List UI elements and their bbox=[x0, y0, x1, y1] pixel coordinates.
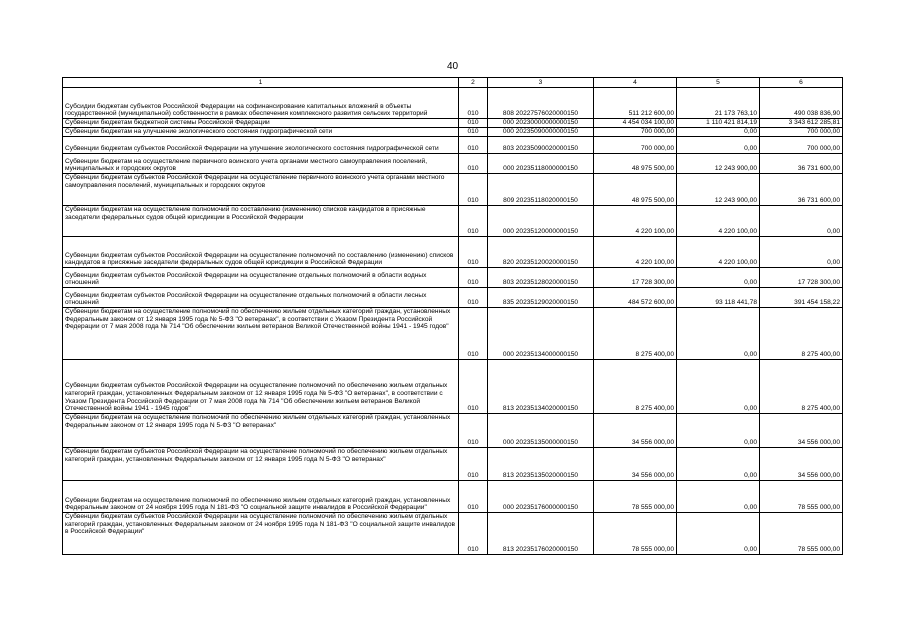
table-row bbox=[63, 360, 843, 414]
row-col5-value: 0,00 bbox=[677, 360, 760, 414]
row-col6-value: 34 556 000,00 bbox=[760, 414, 843, 448]
row-budget-code: 808 20227576020000150 bbox=[488, 88, 594, 119]
row-col6-value: 700 000,00 bbox=[760, 137, 843, 154]
row-col4-value: 17 728 300,00 bbox=[594, 268, 677, 288]
table-row bbox=[63, 206, 843, 237]
row-col4-value: 78 555 000,00 bbox=[594, 481, 677, 513]
table-row bbox=[63, 128, 843, 137]
row-col6-value: 490 038 836,90 bbox=[760, 88, 843, 119]
row-name: Субвенции бюджетам на осуществление полномочий по обеспечению жильем отдельных категорий граждан, установленных Федеральным законом от 12 января 1995 года N 5-ФЗ "О ветеранах" bbox=[63, 414, 459, 448]
row-col6-value: 36 731 600,00 bbox=[760, 154, 843, 174]
row-col4-value: 48 975 500,00 bbox=[594, 154, 677, 174]
row-col6-value: 78 555 000,00 bbox=[760, 513, 843, 555]
row-col4-value: 700 000,00 bbox=[594, 137, 677, 154]
row-budget-code: 803 20235128020000150 bbox=[488, 268, 594, 288]
row-col4-value: 34 556 000,00 bbox=[594, 448, 677, 481]
row-col4-value: 78 555 000,00 bbox=[594, 513, 677, 555]
column-header: 1 bbox=[63, 78, 459, 88]
row-col6-value: 0,00 bbox=[760, 237, 843, 268]
row-name: Субвенции бюджетам на улучшение экологического состояния гидрографической сети bbox=[63, 128, 459, 137]
row-col6-value: 391 454 158,22 bbox=[760, 288, 843, 308]
row-name: Субвенции бюджетам субъектов Российской Федерации на осуществление первичного воинского учета органами местного самоуправления поселений, муниципальных и городских округов bbox=[63, 174, 459, 206]
row-name: Субвенции бюджетам субъектов Российской Федерации на осуществление полномочий по обеспечению жильем отдельных категорий граждан, установленных Федеральным законом от 24 ноября 1995 года N 181-ФЗ "О социальной защите инвалидов в Российской Федерации" bbox=[63, 513, 459, 555]
row-admin-code: 010 bbox=[459, 513, 488, 555]
row-admin-code: 010 bbox=[459, 174, 488, 206]
column-header: 2 bbox=[459, 78, 488, 88]
row-col4-value: 484 572 600,00 bbox=[594, 288, 677, 308]
row-admin-code: 010 bbox=[459, 308, 488, 360]
row-col6-value: 36 731 600,00 bbox=[760, 174, 843, 206]
row-admin-code: 010 bbox=[459, 268, 488, 288]
row-budget-code: 000 20235134000000150 bbox=[488, 308, 594, 360]
row-col5-value: 0,00 bbox=[677, 137, 760, 154]
row-name: Субсидии бюджетам субъектов Российской Федерации на софинансирование капитальных вложений в объекты государственной (муниципальной) собственности в рамках обеспечения комплексного развития сельских территорий bbox=[63, 88, 459, 119]
row-col4-value: 4 220 100,00 bbox=[594, 237, 677, 268]
row-col5-value: 93 118 441,78 bbox=[677, 288, 760, 308]
row-admin-code: 010 bbox=[459, 128, 488, 137]
row-name: Субвенции бюджетам на осуществление полномочий по составлению (изменению) списков кандидатов в присяжные заседатели федеральных судов общей юрисдикции в Российской Федерации bbox=[63, 206, 459, 237]
row-col5-value: 0,00 bbox=[677, 128, 760, 137]
column-header: 6 bbox=[760, 78, 843, 88]
row-col6-value: 8 275 400,00 bbox=[760, 308, 843, 360]
row-budget-code: 813 20235134020000150 bbox=[488, 360, 594, 414]
row-col5-value: 0,00 bbox=[677, 513, 760, 555]
row-col5-value: 0,00 bbox=[677, 481, 760, 513]
row-name: Субвенции бюджетам субъектов Российской Федерации на осуществление отдельных полномочий в области лесных отношений bbox=[63, 288, 459, 308]
table-row bbox=[63, 513, 843, 555]
table-row bbox=[63, 88, 843, 119]
row-name: Субвенции бюджетам бюджетной системы Российской Федерации bbox=[63, 119, 459, 128]
row-col6-value: 0,00 bbox=[760, 206, 843, 237]
table-row bbox=[63, 288, 843, 308]
column-header: 3 bbox=[488, 78, 594, 88]
table-row bbox=[63, 137, 843, 154]
row-col6-value: 3 343 612 285,81 bbox=[760, 119, 843, 128]
row-col4-value: 8 275 400,00 bbox=[594, 308, 677, 360]
table-row bbox=[63, 119, 843, 128]
row-col5-value: 0,00 bbox=[677, 414, 760, 448]
row-col6-value: 78 555 000,00 bbox=[760, 481, 843, 513]
page-number: 40 bbox=[446, 61, 459, 72]
row-col5-value: 12 243 900,00 bbox=[677, 174, 760, 206]
row-admin-code: 010 bbox=[459, 237, 488, 268]
row-budget-code: 813 20235176020000150 bbox=[488, 513, 594, 555]
row-col4-value: 700 000,00 bbox=[594, 128, 677, 137]
row-col4-value: 8 275 400,00 bbox=[594, 360, 677, 414]
row-col4-value: 4 454 034 100,00 bbox=[594, 119, 677, 128]
row-admin-code: 010 bbox=[459, 414, 488, 448]
row-budget-code: 000 20235118000000150 bbox=[488, 154, 594, 174]
row-admin-code: 010 bbox=[459, 360, 488, 414]
row-name: Субвенции бюджетам на осуществление полномочий по обеспечению жильем отдельных категорий граждан, установленных Федеральным законом от 12 января 1995 года № 5-ФЗ "О ветеранах", в соответствии с Указом Президента Российской Федерации от 7 мая 2008 года № 714 "Об обеспечении жильем ветеранов Великой Отечественной войны 1941 - 1945 годов" bbox=[63, 308, 459, 360]
row-admin-code: 010 bbox=[459, 481, 488, 513]
row-col5-value: 0,00 bbox=[677, 448, 760, 481]
row-col5-value: 4 220 100,00 bbox=[677, 237, 760, 268]
header-row bbox=[63, 78, 843, 88]
row-name: Субвенции бюджетам на осуществление полномочий по обеспечению жильем отдельных категорий граждан, установленных Федеральным законом от 24 ноября 1995 года N 181-ФЗ "О социальной защите инвалидов в Российской Федерации" bbox=[63, 481, 459, 513]
row-name: Субвенции бюджетам субъектов Российской Федерации на осуществление полномочий по обеспечению жильем отдельных категорий граждан, установленных Федеральным законом от 12 января 1995 года № 5-ФЗ "О ветеранах", в соответствии с Указом Президента Российской Федерации от 7 мая 2008 года № 714 "Об обеспечении жильем ветеранов Великой Отечественной войны 1941 - 1945 годов" bbox=[63, 360, 459, 414]
table-row bbox=[63, 237, 843, 268]
row-budget-code: 000 20235090000000150 bbox=[488, 128, 594, 137]
table-row bbox=[63, 174, 843, 206]
row-col5-value: 0,00 bbox=[677, 308, 760, 360]
row-col4-value: 511 212 600,00 bbox=[594, 88, 677, 119]
row-budget-code: 820 20235120020000150 bbox=[488, 237, 594, 268]
row-col4-value: 48 975 500,00 bbox=[594, 174, 677, 206]
budget-table bbox=[62, 77, 843, 555]
column-header: 5 bbox=[677, 78, 760, 88]
table-row bbox=[63, 154, 843, 174]
row-admin-code: 010 bbox=[459, 119, 488, 128]
row-budget-code: 000 20235135000000150 bbox=[488, 414, 594, 448]
table-row bbox=[63, 268, 843, 288]
table-row bbox=[63, 448, 843, 481]
row-name: Субвенции бюджетам субъектов Российской Федерации на улучшение экологического состояния гидрографической сети bbox=[63, 137, 459, 154]
row-budget-code: 803 20235090020000150 bbox=[488, 137, 594, 154]
row-budget-code: 000 20235176000000150 bbox=[488, 481, 594, 513]
table-row bbox=[63, 481, 843, 513]
row-name: Субвенции бюджетам субъектов Российской Федерации на осуществление отдельных полномочий в области водных отношений bbox=[63, 268, 459, 288]
row-admin-code: 010 bbox=[459, 88, 488, 119]
row-col5-value: 21 173 763,10 bbox=[677, 88, 760, 119]
row-admin-code: 010 bbox=[459, 448, 488, 481]
row-budget-code: 000 20230000000000150 bbox=[488, 119, 594, 128]
column-header: 4 bbox=[594, 78, 677, 88]
row-col5-value: 0,00 bbox=[677, 268, 760, 288]
row-col5-value: 1 110 421 814,19 bbox=[677, 119, 760, 128]
row-name: Субвенции бюджетам субъектов Российской Федерации на осуществление полномочий по обеспечению жильем отдельных категорий граждан, установленных Федеральным законом от 12 января 1995 года N 5-ФЗ "О ветеранах" bbox=[63, 448, 459, 481]
row-admin-code: 010 bbox=[459, 288, 488, 308]
row-budget-code: 809 20235118020000150 bbox=[488, 174, 594, 206]
row-name: Субвенции бюджетам на осуществление первичного воинского учета органами местного самоуправления поселений, муниципальных и городских округов bbox=[63, 154, 459, 174]
row-budget-code: 813 20235135020000150 bbox=[488, 448, 594, 481]
row-admin-code: 010 bbox=[459, 154, 488, 174]
table-row bbox=[63, 308, 843, 360]
row-col4-value: 34 556 000,00 bbox=[594, 414, 677, 448]
row-budget-code: 000 20235120000000150 bbox=[488, 206, 594, 237]
row-name: Субвенции бюджетам субъектов Российской Федерации на осуществление полномочий по составлению (изменению) списков кандидатов в присяжные заседатели федеральных судов общей юрисдикции в Российской Федерации bbox=[63, 237, 459, 268]
row-col6-value: 8 275 400,00 bbox=[760, 360, 843, 414]
row-col6-value: 17 728 300,00 bbox=[760, 268, 843, 288]
row-budget-code: 835 20235129020000150 bbox=[488, 288, 594, 308]
row-admin-code: 010 bbox=[459, 137, 488, 154]
row-col4-value: 4 220 100,00 bbox=[594, 206, 677, 237]
row-col5-value: 4 220 100,00 bbox=[677, 206, 760, 237]
row-col6-value: 34 556 000,00 bbox=[760, 448, 843, 481]
row-admin-code: 010 bbox=[459, 206, 488, 237]
table-row bbox=[63, 414, 843, 448]
row-col5-value: 12 243 900,00 bbox=[677, 154, 760, 174]
row-col6-value: 700 000,00 bbox=[760, 128, 843, 137]
